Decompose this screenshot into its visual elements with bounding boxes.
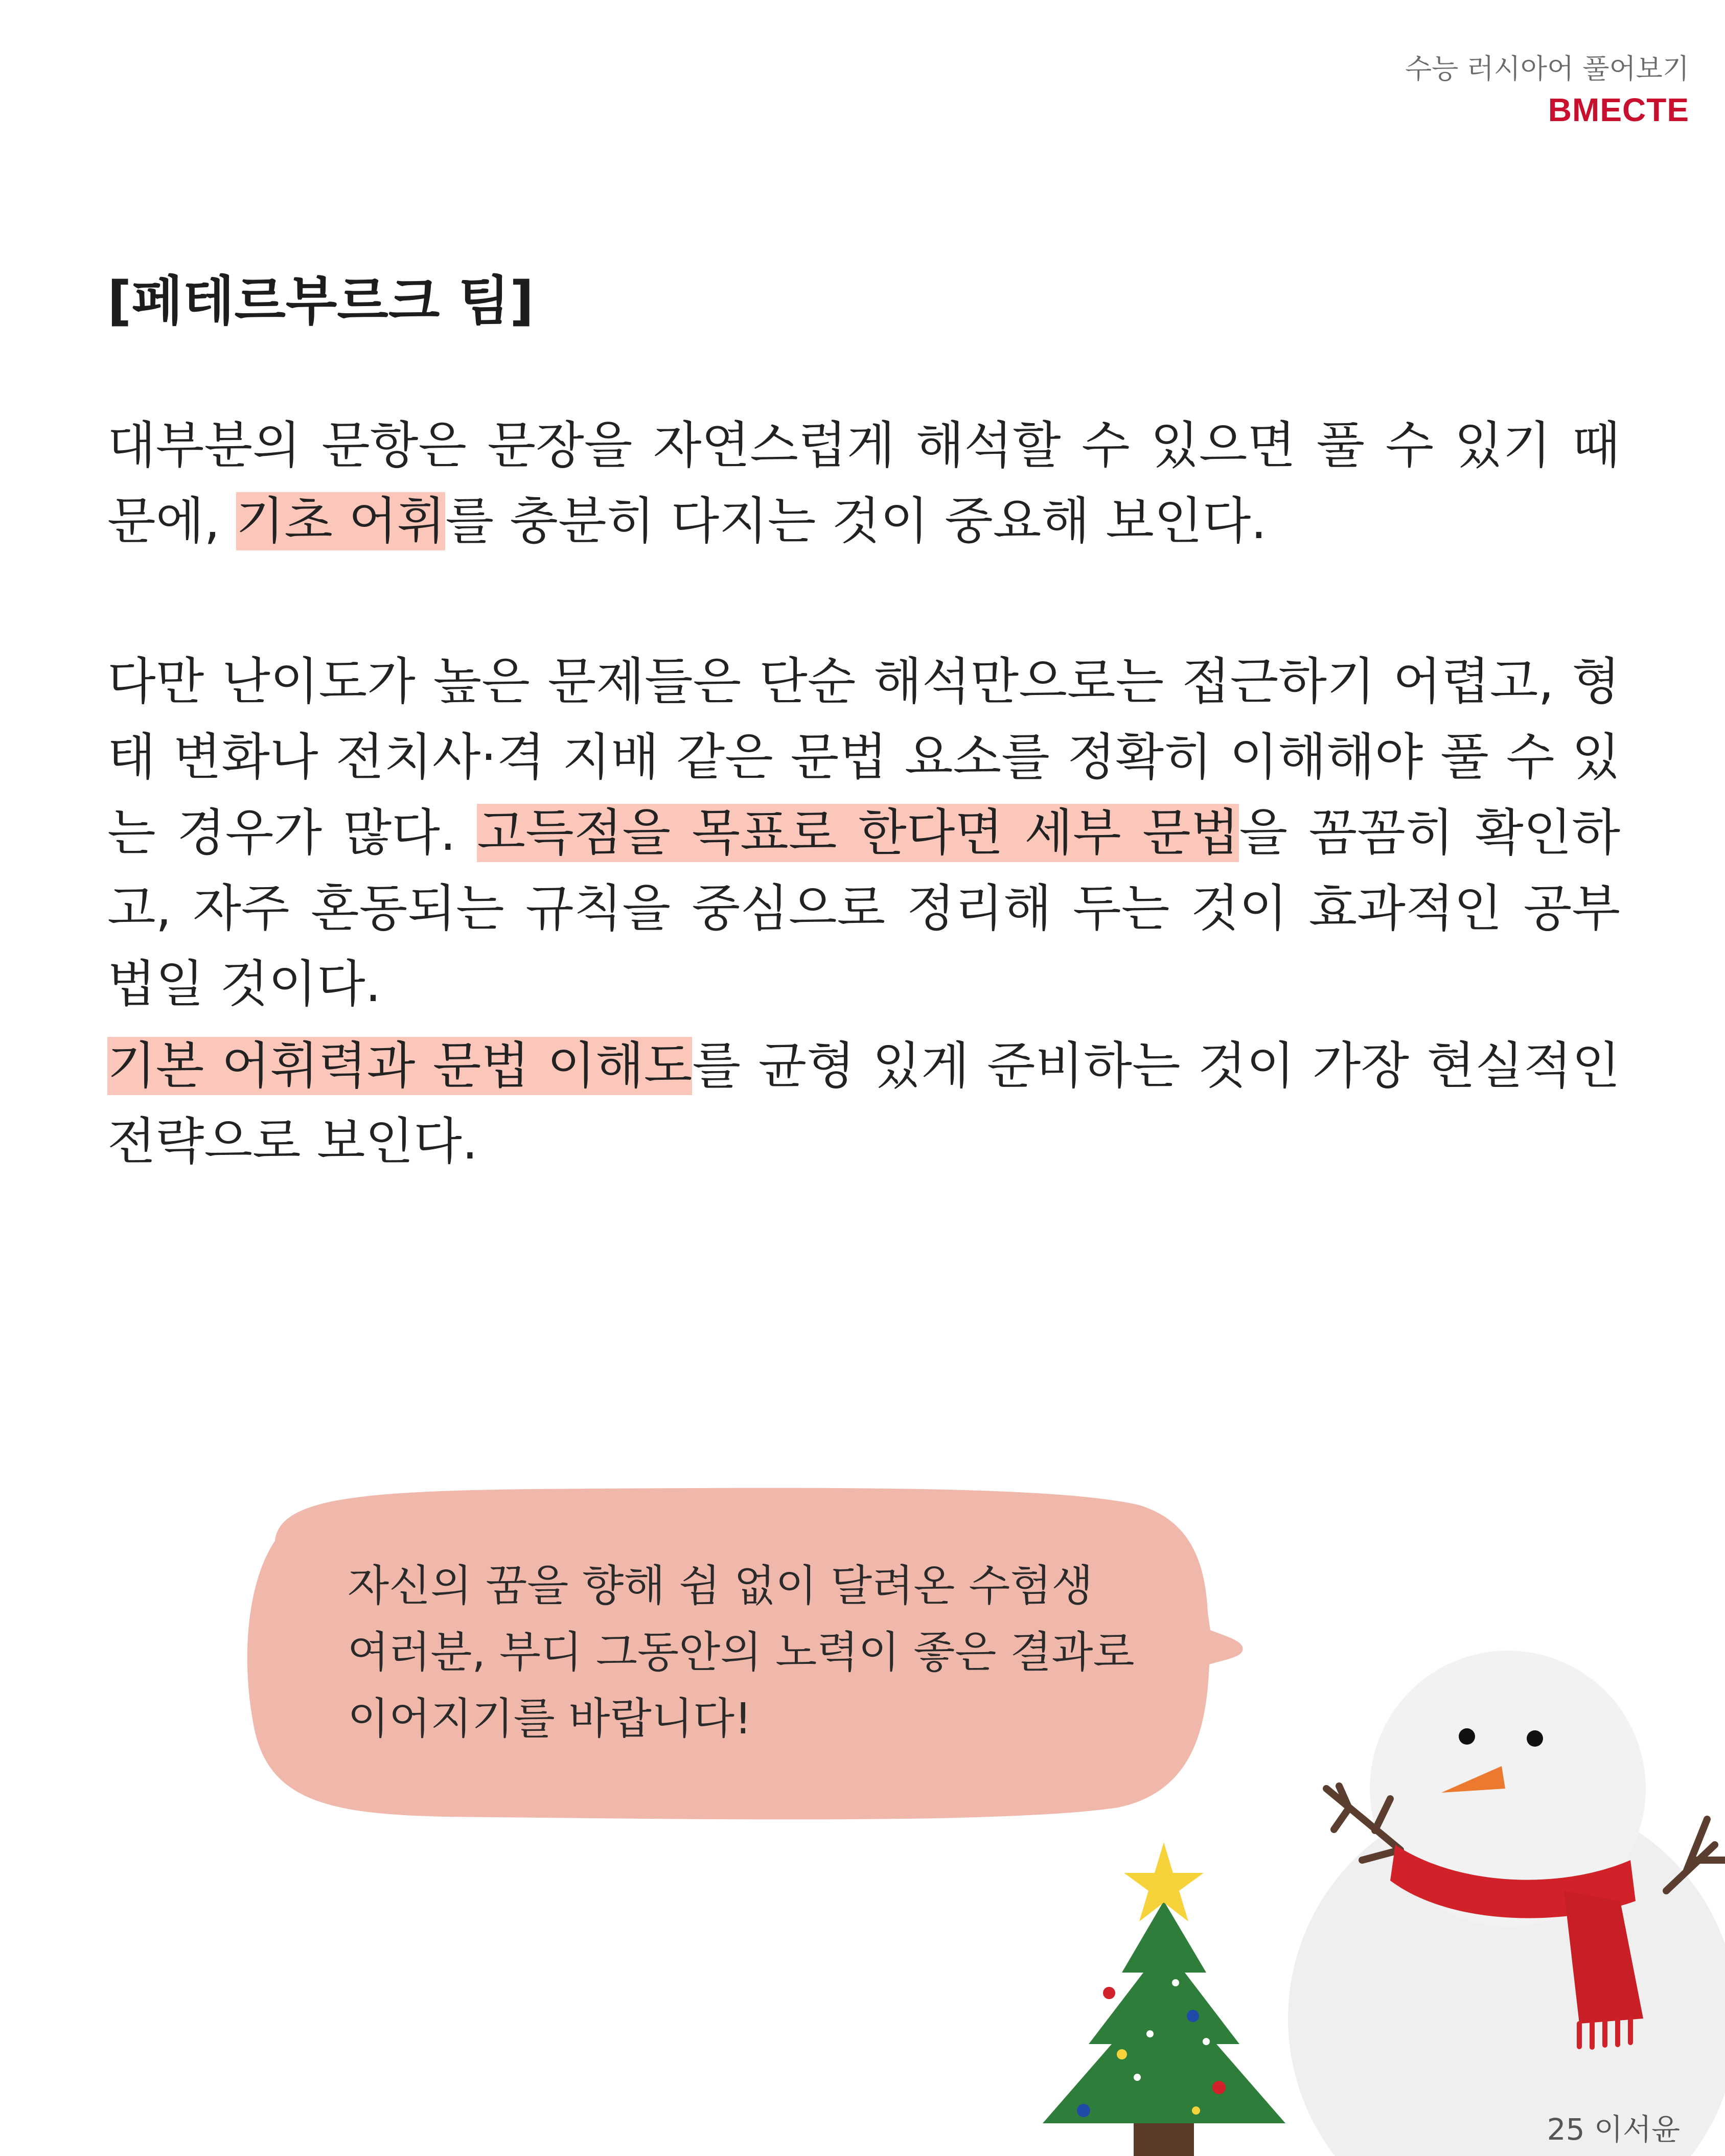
paragraph-1-highlight: 기초 어휘 bbox=[236, 492, 446, 550]
bubble-line-1: 자신의 꿈을 향해 쉼 없이 달려온 수험생 bbox=[348, 1561, 1093, 1611]
paragraph-2-text-b: 을 꼼꼼히 확인하고, 자주 혼동되는 규칙을 중심으로 정리해 두는 것이 효과적인 공부법일 것이다. bbox=[107, 804, 1620, 1013]
header-brand: BMECTE bbox=[1548, 91, 1689, 128]
paragraph-2-highlight: 고득점을 목표로 한다면 세부 문법 bbox=[477, 804, 1239, 862]
paragraph-3-text-b: 를 균형 있게 준비하는 것이 가장 현실적인 전략으로 보인다. bbox=[107, 1037, 1620, 1171]
paragraph-1-text-a: 대부분의 문항은 문장을 자연스럽게 해석할 수 있으면 풀 수 있기 때문에, bbox=[107, 416, 1620, 550]
page-number: 25 이서윤 bbox=[1547, 2112, 1680, 2147]
snowman-icon bbox=[1288, 1651, 1725, 2156]
bubble-line-2: 여러분, 부디 그동안의 노력이 좋은 결과로 bbox=[348, 1627, 1135, 1677]
christmas-tree-icon bbox=[1043, 1842, 1285, 2156]
paragraph-3-highlight: 기본 어휘력과 문법 이해도 bbox=[107, 1037, 693, 1095]
paragraph-1-text-b: 를 충분히 다지는 것이 중요해 보인다. bbox=[445, 492, 1267, 550]
bubble-line-3: 이어지기를 바랍니다! bbox=[348, 1694, 752, 1744]
header-subtitle: 수능 러시아어 풀어보기 bbox=[1405, 53, 1689, 85]
paragraph-2-text-a: 다만 난이도가 높은 문제들은 단순 해석만으로는 접근하기 어렵고, 형태 변화나 전치사·격 지배 같은 문법 요소를 정확히 이해해야 풀 수 있는 경우가 많다. bbox=[107, 653, 1620, 862]
section-title: [페테르부르크 팀] bbox=[107, 270, 534, 332]
